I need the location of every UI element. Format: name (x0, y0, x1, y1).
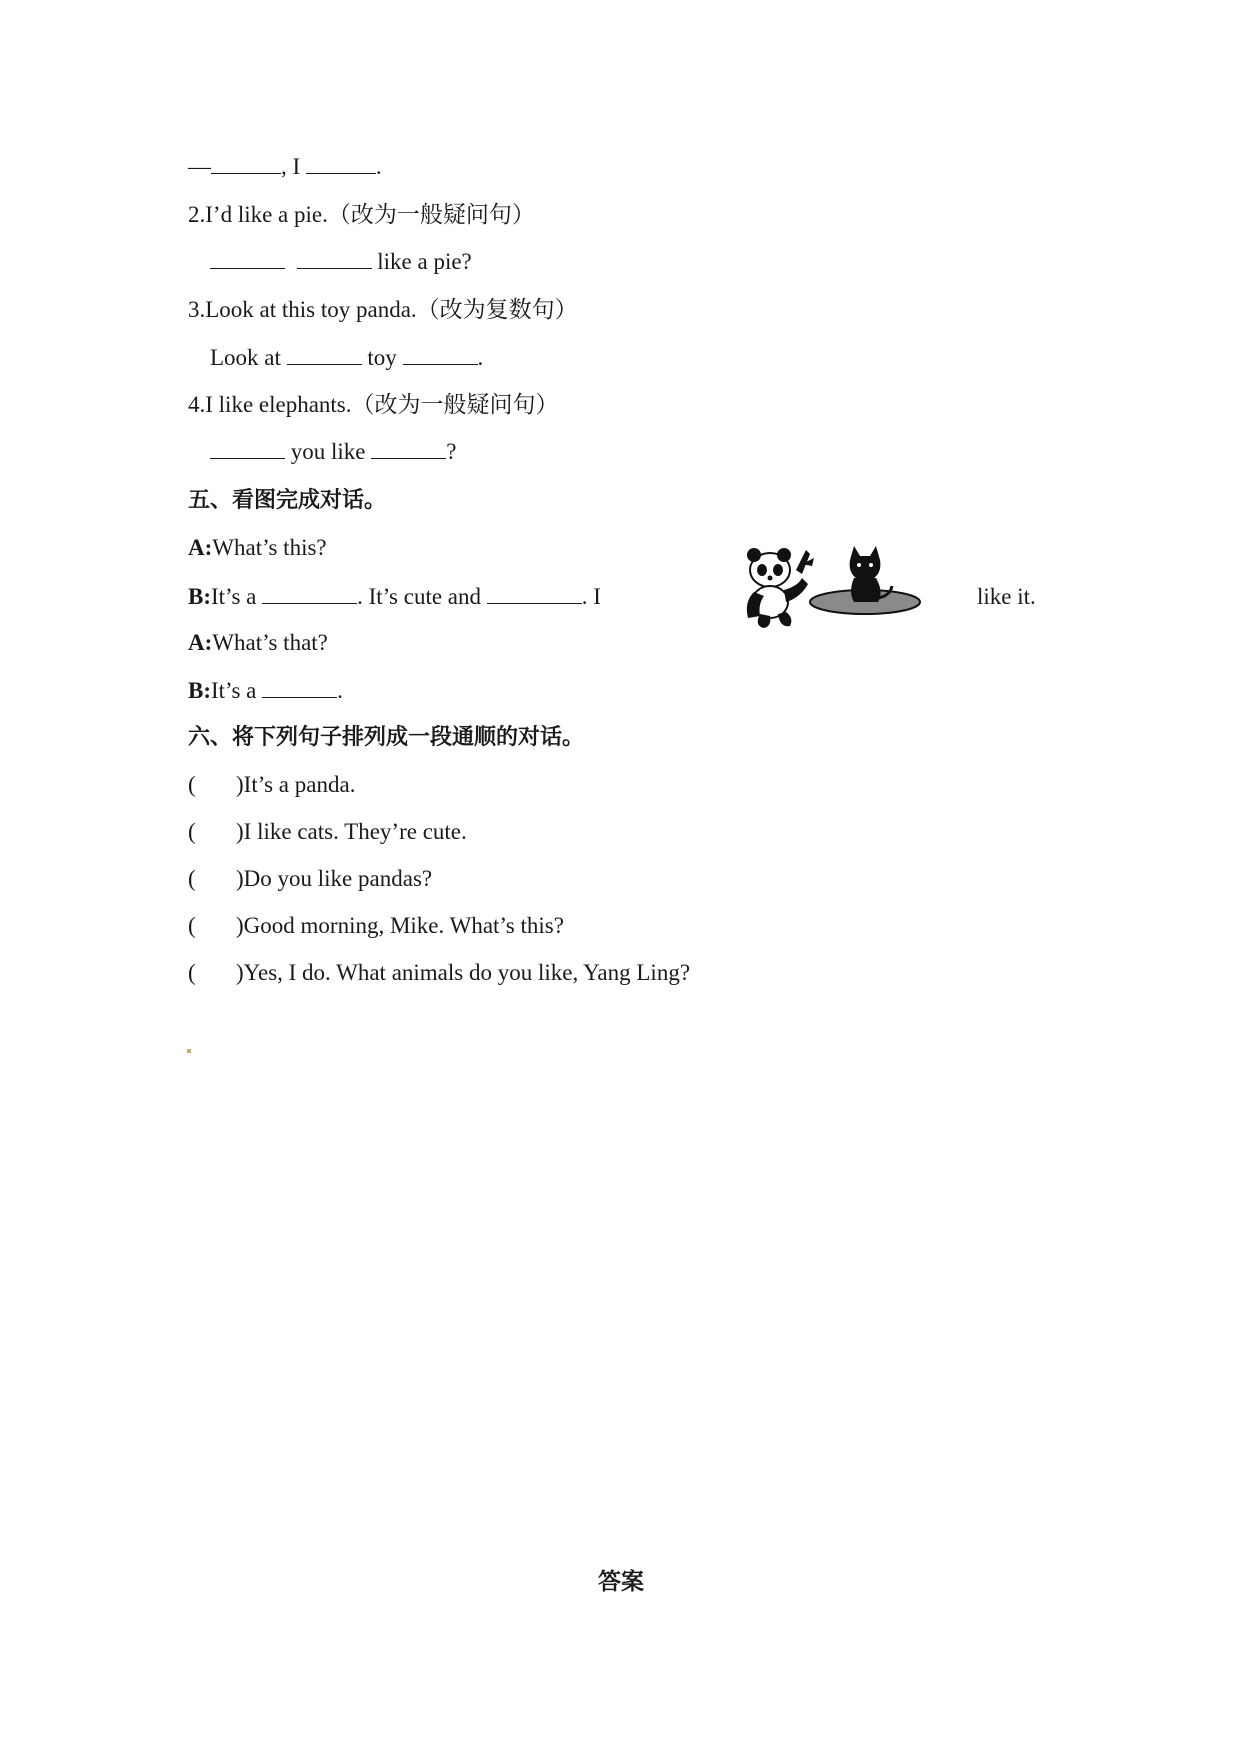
dialog-b1 (188, 582, 601, 612)
order-item-1: ( )It’s a panda. (188, 770, 355, 800)
dash: — (188, 154, 211, 179)
dialog-b2 (188, 676, 343, 706)
order-item-text: Do you like pandas? (243, 866, 433, 891)
order-item-3: ( )Do you like pandas? (188, 864, 432, 894)
text: you like (285, 439, 372, 464)
blank (210, 248, 285, 269)
blank (306, 153, 376, 174)
order-bracket: ( (188, 772, 196, 797)
blank (211, 153, 281, 174)
question-3: 3.Look at this toy panda.（改为复数句） (188, 297, 578, 322)
order-bracket: ( (188, 819, 196, 844)
question-4: 4.I like elephants.（改为一般疑问句） (188, 392, 559, 417)
text: . I (581, 584, 601, 609)
blank (487, 583, 582, 604)
dialog-b1-end: like it. (977, 584, 1036, 609)
text: like a pie? (371, 249, 472, 274)
order-item-text: Yes, I do. What animals do you like, Yang Ling? (243, 960, 691, 985)
text: Look at (210, 345, 287, 370)
section-5-title: 五、看图完成对话。 (188, 488, 387, 513)
blank (403, 344, 478, 365)
text: ? (446, 439, 457, 464)
text: What’s this? (212, 535, 327, 560)
dialog-a1 (188, 533, 327, 563)
blank (287, 344, 362, 365)
speaker-label: B: (188, 584, 211, 609)
order-item-5: ( )Yes, I do. What animals do you like, Yang Ling? (188, 958, 690, 988)
speaker-label: B: (188, 678, 211, 703)
order-item-2: ( )I like cats. They’re cute. (188, 817, 467, 847)
answer-line-1 (188, 152, 382, 182)
section-6-title: 六、将下列句子排列成一段通顺的对话。 (188, 725, 585, 750)
answer-line-3 (210, 343, 483, 373)
blank (371, 438, 446, 459)
blank (262, 677, 337, 698)
text: . (337, 678, 343, 703)
order-bracket: ( (188, 913, 196, 938)
text: . (477, 345, 484, 370)
panda-icon (747, 548, 814, 628)
speaker-label: A: (188, 535, 213, 560)
order-item-4: ( )Good morning, Mike. What’s this? (188, 911, 564, 941)
speaker-label: A: (188, 630, 213, 655)
answer-line-4 (210, 437, 456, 467)
stray-dot (187, 1049, 191, 1053)
text: What’s that? (212, 630, 328, 655)
dialog-a2 (188, 628, 328, 658)
answer-title: 答案 (598, 1569, 644, 1595)
text: It’s a (211, 678, 263, 703)
blank (210, 438, 285, 459)
order-bracket: ( (188, 960, 196, 985)
order-item-text: I like cats. They’re cute. (243, 819, 467, 844)
cat-icon (810, 546, 920, 614)
order-item-text: It’s a panda. (243, 772, 356, 797)
panda-and-cat-picture (740, 540, 925, 630)
blank (297, 248, 372, 269)
text: . It’s cute and (357, 584, 487, 609)
question-2: 2.I’d like a pie.（改为一般疑问句） (188, 202, 535, 227)
blank (262, 583, 357, 604)
text: toy (361, 345, 403, 370)
text: , I (281, 154, 306, 179)
text: . (375, 154, 382, 179)
order-bracket: ( (188, 866, 196, 891)
order-item-text: Good morning, Mike. What’s this? (243, 913, 564, 938)
answer-line-2 (210, 247, 472, 277)
text: It’s a (211, 584, 263, 609)
